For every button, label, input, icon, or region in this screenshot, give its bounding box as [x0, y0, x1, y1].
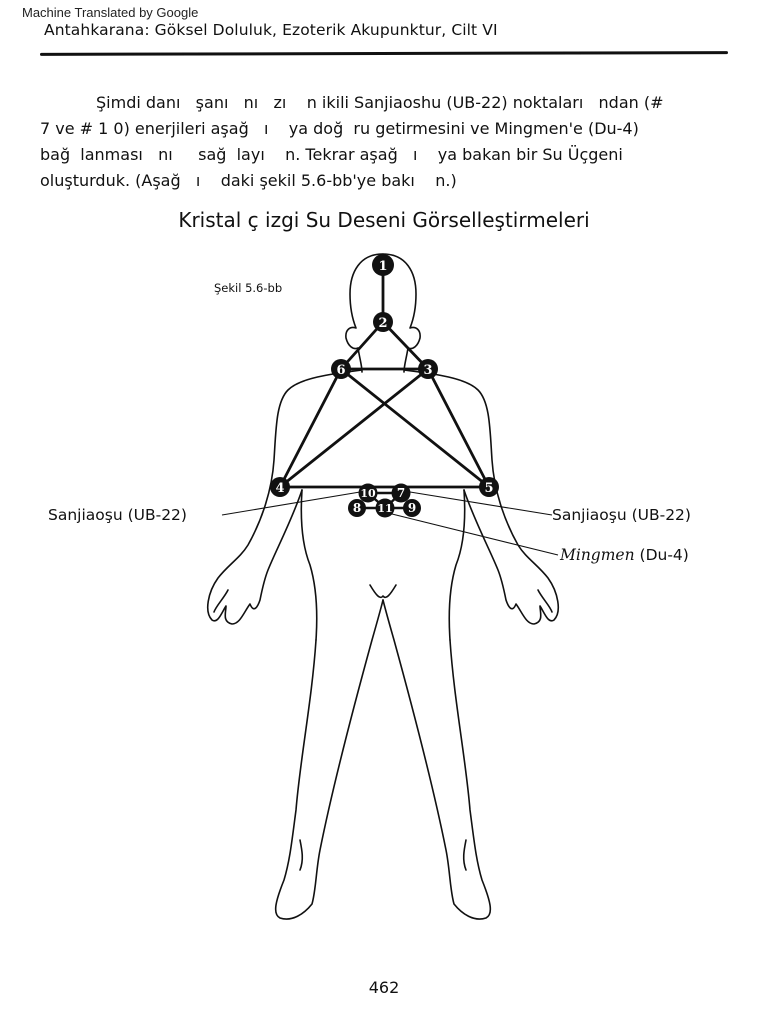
paragraph-line: Şimdi danı şanı nı zı n ikili Sanjiaoshu (UB-22) noktaları ndan (# [96, 93, 664, 112]
machine-translation-banner: Machine Translated by Google [22, 5, 199, 20]
point-marker [373, 312, 393, 332]
point-label: 5 [484, 481, 494, 496]
point-marker [403, 499, 421, 517]
mingmen-code: (Du-4) [639, 546, 689, 564]
point-label: 10 [360, 487, 376, 500]
point-label: 1 [378, 259, 388, 274]
page-number: 462 [368, 978, 400, 997]
section-title: Kristal ç izgi Su Deseni Görselleştirmeleri [178, 208, 590, 232]
point-marker [376, 499, 395, 518]
point-label: 8 [352, 501, 362, 515]
point-label: 6 [336, 363, 346, 378]
point-marker [331, 359, 351, 379]
point-label: 4 [275, 481, 285, 496]
meridian-lines [280, 265, 489, 487]
label-mingmen [560, 546, 689, 564]
paragraph-line: oluşturduk. (Aşağ ı daki şekil 5.6-bb'ye bakı n.) [40, 171, 457, 190]
paragraph-line: bağ lanması nı sağ layı n. Tekrar aşağ ı ya bakan bir Su Üçgeni [40, 145, 623, 164]
running-head: Antahkarana: Göksel Doluluk, Ezoterik Akupunktur, Cilt VI [44, 21, 498, 39]
point-marker [348, 499, 366, 517]
point-label: 7 [396, 486, 406, 500]
figure-caption: Şekil 5.6-bb [214, 281, 283, 295]
point-label: 3 [423, 363, 433, 378]
point-marker [392, 484, 411, 503]
point-label: 2 [378, 316, 388, 331]
point-marker [418, 359, 438, 379]
mingmen-name: Mingmen [560, 546, 635, 564]
label-right-sanjiaoshu: Sanjiaoşu (UB-22) [552, 506, 691, 524]
paragraph-line: 7 ve # 1 0) enerjileri aşağ ı ya doğ ru getirmesini ve Mingmen'e (Du-4) [40, 119, 639, 138]
point-marker [270, 477, 290, 497]
body-outline [208, 254, 559, 919]
point-label: 9 [407, 501, 417, 515]
point-label: 11 [377, 502, 393, 515]
point-marker [372, 254, 394, 276]
label-left-sanjiaoshu: Sanjiaoşu (UB-22) [48, 506, 187, 524]
point-marker [359, 484, 378, 503]
point-marker [479, 477, 499, 497]
